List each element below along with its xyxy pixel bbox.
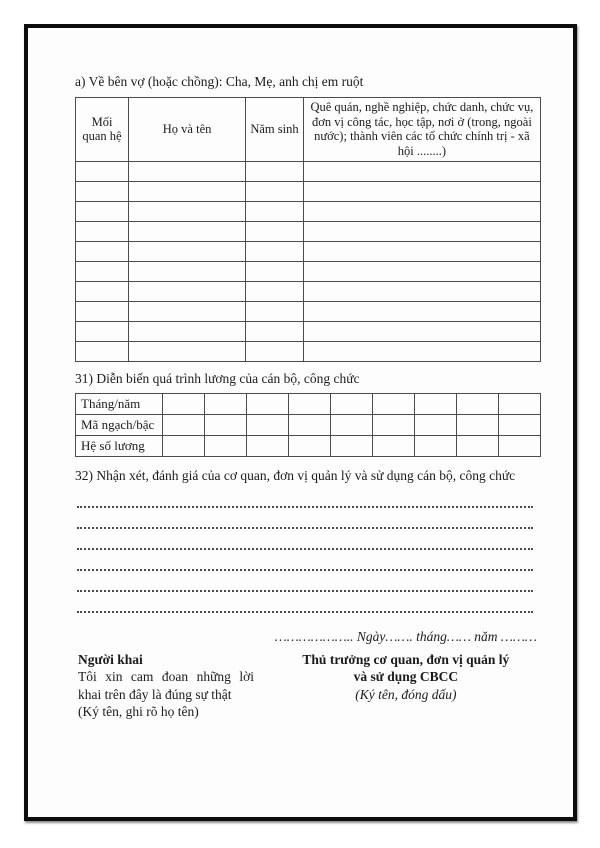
relatives-empty-cell: [246, 321, 304, 341]
relatives-empty-row: [76, 301, 541, 321]
relatives-empty-cell: [76, 221, 129, 241]
relatives-empty-cell: [129, 201, 246, 221]
salary-empty-cell: [372, 414, 414, 435]
relatives-empty-cell: [129, 341, 246, 361]
salary-empty-cell: [204, 393, 246, 414]
relatives-empty-cell: [303, 281, 540, 301]
declarant-sign-note: (Ký tên, ghi rõ họ tên): [78, 704, 199, 720]
dotted-write-line: [77, 550, 533, 571]
relatives-empty-cell: [76, 181, 129, 201]
relatives-empty-cell: [129, 281, 246, 301]
salary-empty-cell: [162, 414, 204, 435]
agency-head-sign-note: (Ký tên, đóng dấu): [355, 686, 457, 702]
salary-empty-cell: [162, 393, 204, 414]
salary-empty-cell: [162, 435, 204, 456]
salary-row: [76, 414, 541, 435]
relatives-empty-cell: [303, 161, 540, 181]
relatives-empty-row: [76, 221, 541, 241]
relatives-empty-cell: [303, 261, 540, 281]
salary-row: [76, 435, 541, 456]
relatives-empty-cell: [76, 341, 129, 361]
relatives-empty-cell: [303, 201, 540, 221]
relatives-empty-cell: [76, 301, 129, 321]
salary-empty-cell: [414, 414, 456, 435]
date-line: ……………….. Ngày……. tháng…… năm ………: [274, 628, 537, 644]
salary-row-label: Tháng/năm: [76, 393, 163, 414]
relatives-empty-cell: [246, 281, 304, 301]
relatives-empty-cell: [129, 221, 246, 241]
relatives-empty-cell: [246, 261, 304, 281]
relatives-empty-cell: [129, 161, 246, 181]
agency-head-title-line1: Thủ trưởng cơ quan, đơn vị quản lý: [302, 651, 510, 667]
dotted-write-line: [77, 592, 533, 613]
dotted-write-line: [77, 529, 533, 550]
agency-head-title-line2: và sử dụng CBCC: [353, 669, 459, 685]
salary-row-label: Hệ số lương: [76, 435, 163, 456]
declarant-pledge: Tôi xin cam đoan những lời khai trên đây là đúng sự thật: [78, 669, 254, 702]
relatives-empty-cell: [246, 181, 304, 201]
relatives-empty-cell: [303, 301, 540, 321]
salary-empty-cell: [414, 393, 456, 414]
salary-empty-cell: [288, 393, 330, 414]
section-31-title: 31) Diễn biến quá trình lương của cán bộ, công chức: [75, 370, 360, 386]
dotted-write-line: [77, 571, 533, 592]
col-header-details: Quê quán, nghề nghiệp, chức danh, chức vụ, đơn vị công tác, học tập, nơi ở (trong, ngoài nước); thành viên các tổ chức chính trị - xã hội ........): [303, 97, 540, 161]
header-row: [76, 97, 541, 161]
relatives-empty-cell: [129, 181, 246, 201]
relatives-empty-cell: [76, 161, 129, 181]
page-content: [75, 74, 541, 721]
remarks-write-in-area: [77, 487, 533, 613]
salary-row: [76, 393, 541, 414]
salary-table: [75, 393, 541, 457]
dotted-write-line: [77, 487, 533, 508]
salary-empty-cell: [330, 414, 372, 435]
relatives-empty-row: [76, 181, 541, 201]
relatives-empty-cell: [246, 301, 304, 321]
salary-empty-cell: [204, 435, 246, 456]
salary-empty-cell: [456, 393, 498, 414]
relatives-empty-cell: [303, 221, 540, 241]
dotted-write-line: [77, 508, 533, 529]
relatives-empty-cell: [246, 221, 304, 241]
salary-empty-cell: [288, 414, 330, 435]
salary-empty-cell: [246, 393, 288, 414]
salary-empty-cell: [498, 435, 540, 456]
relatives-empty-cell: [76, 281, 129, 301]
relatives-empty-row: [76, 281, 541, 301]
col-header-birthyear: Năm sinh: [246, 97, 304, 161]
salary-empty-cell: [330, 393, 372, 414]
relatives-empty-cell: [129, 241, 246, 261]
declarant-title: Người khai: [78, 651, 143, 667]
relatives-empty-row: [76, 341, 541, 361]
relatives-empty-cell: [76, 201, 129, 221]
section-a-title: a) Về bên vợ (hoặc chồng): Cha, Mẹ, anh chị em ruột: [75, 74, 364, 89]
signature-row: [75, 651, 541, 721]
relatives-empty-cell: [246, 201, 304, 221]
salary-table-body: [76, 393, 541, 456]
salary-empty-cell: [330, 435, 372, 456]
relatives-empty-cell: [129, 301, 246, 321]
relatives-empty-row: [76, 261, 541, 281]
relatives-empty-cell: [76, 241, 129, 261]
salary-empty-cell: [246, 414, 288, 435]
relatives-empty-row: [76, 201, 541, 221]
relatives-empty-cell: [246, 341, 304, 361]
relatives-empty-cell: [303, 241, 540, 261]
salary-empty-cell: [246, 435, 288, 456]
salary-empty-cell: [498, 393, 540, 414]
salary-empty-cell: [456, 435, 498, 456]
relatives-empty-cell: [129, 261, 246, 281]
relatives-empty-cell: [129, 321, 246, 341]
relatives-empty-row: [76, 321, 541, 341]
relatives-empty-cell: [303, 181, 540, 201]
document-page: [24, 24, 577, 821]
relatives-empty-cell: [246, 241, 304, 261]
relatives-empty-row: [76, 241, 541, 261]
relatives-empty-cell: [246, 161, 304, 181]
declarant-block: [75, 651, 271, 721]
salary-empty-cell: [498, 414, 540, 435]
relatives-empty-cell: [303, 341, 540, 361]
salary-empty-cell: [204, 414, 246, 435]
salary-row-label: Mã ngạch/bậc: [76, 414, 163, 435]
salary-empty-cell: [288, 435, 330, 456]
relatives-empty-cell: [76, 261, 129, 281]
salary-empty-cell: [414, 435, 456, 456]
col-header-fullname: Họ và tên: [129, 97, 246, 161]
agency-head-block: [271, 651, 541, 721]
salary-empty-cell: [372, 435, 414, 456]
relatives-empty-cell: [303, 321, 540, 341]
section-32-title: 32) Nhận xét, đánh giá của cơ quan, đơn vị quản lý và sử dụng cán bộ, công chức: [75, 467, 516, 483]
relatives-empty-row: [76, 161, 541, 181]
salary-empty-cell: [456, 414, 498, 435]
relatives-empty-cell: [76, 321, 129, 341]
relatives-table: [75, 97, 541, 362]
col-header-relationship: Mối quan hệ: [76, 97, 129, 161]
relatives-table-body: [76, 161, 541, 361]
relatives-table-header: [76, 97, 541, 161]
signature-area: [75, 629, 541, 721]
salary-empty-cell: [372, 393, 414, 414]
